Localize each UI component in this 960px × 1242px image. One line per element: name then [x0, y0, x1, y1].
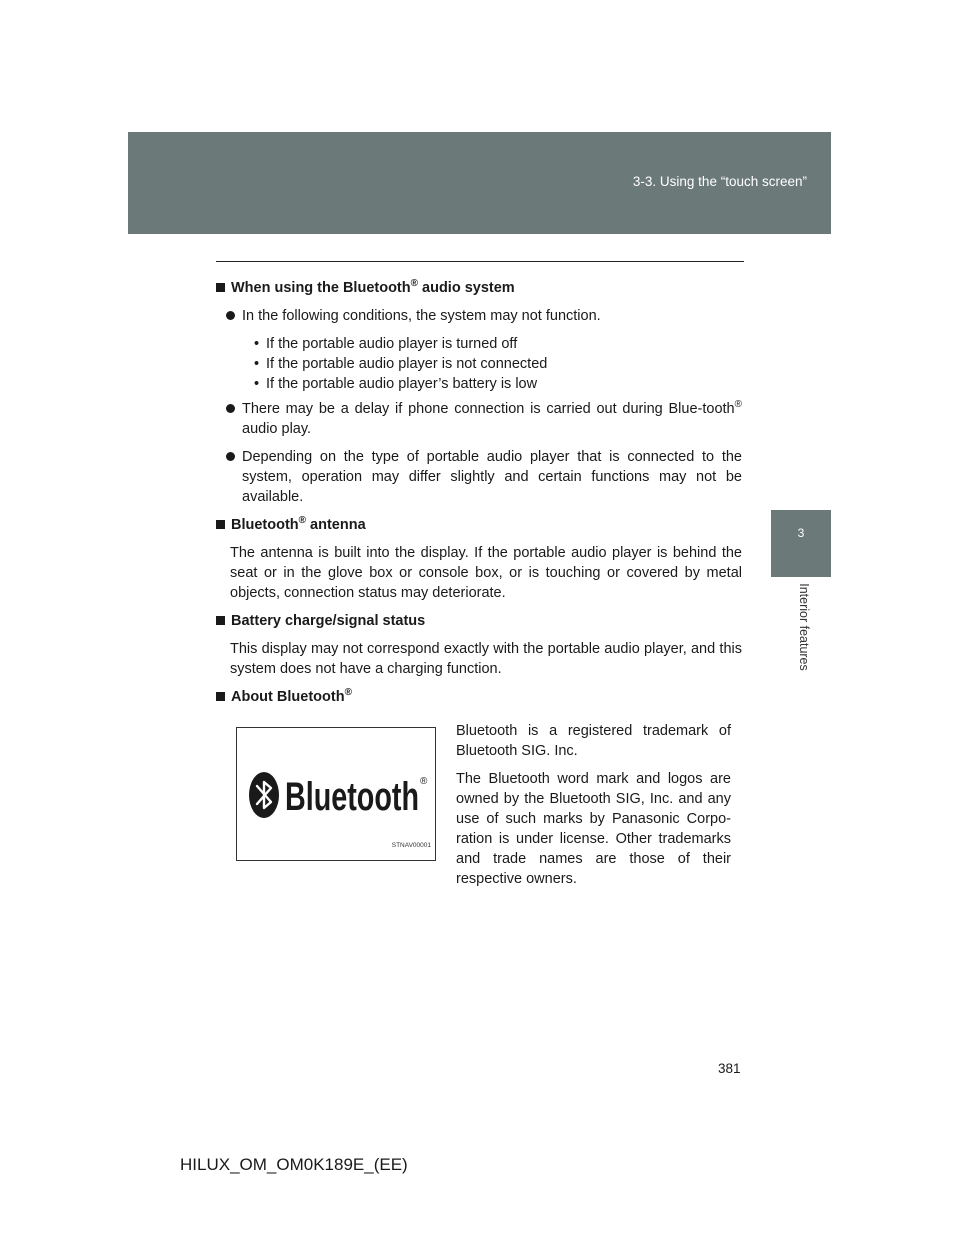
bullet-text: There may be a delay if phone connection is carried out during Blue-tooth	[242, 401, 735, 417]
heading-text: Bluetooth	[231, 517, 299, 533]
bullet-item	[216, 447, 742, 507]
heading-tail: antenna	[306, 517, 366, 533]
circle-bullet-icon	[226, 311, 235, 320]
image-code: STNAV00001	[391, 842, 431, 849]
logo-wordmark: Bluetooth	[285, 775, 419, 819]
bluetooth-logo-image	[236, 727, 436, 861]
circle-bullet-icon	[226, 452, 235, 461]
bullet-text-tail: audio play.	[242, 421, 312, 437]
bullet-text: In the following conditions, the system may not function.	[242, 308, 601, 324]
registered-mark: ®	[298, 515, 307, 527]
license-paragraph: The Bluetooth word mark and logos are owned by the Bluetooth SIG, Inc. and any use of such marks by Panasonic Corpo-ration is under license. Other trademarks and trade names are those of their respective owners.	[456, 771, 731, 887]
list-item: • If the portable audio player’s battery is low	[254, 374, 742, 394]
page-content	[216, 278, 742, 935]
condition-list	[216, 334, 742, 394]
heading-about	[216, 687, 742, 707]
heading-text: Battery charge/signal status	[231, 613, 426, 629]
list-item: • If the portable audio player is turned off	[254, 334, 742, 354]
bullet-item	[216, 306, 742, 326]
about-text	[456, 721, 731, 897]
square-bullet-icon	[216, 520, 225, 529]
about-row	[216, 715, 742, 935]
bullet-text: Depending on the type of portable audio player that is connected to the system, operation may differ slightly and certain functions may not be available.	[242, 449, 742, 505]
section-title: 3-3. Using the “touch screen”	[632, 174, 807, 189]
logo-registered-mark: ®	[420, 776, 428, 787]
registered-mark: ®	[410, 278, 418, 290]
antenna-paragraph: The antenna is built into the display. If the portable audio player is behind the seat or in the glove box or console box, or is touching or covered by metal objects, connection status may deteriorate.	[230, 545, 742, 601]
heading-text: About Bluetooth	[231, 689, 345, 705]
page-number: 381	[718, 1061, 741, 1076]
square-bullet-icon	[216, 283, 225, 292]
bullet-item	[216, 399, 742, 439]
top-rule	[216, 261, 744, 262]
trademark-paragraph: Bluetooth is a registered trademark of Bluetooth SIG. Inc.	[456, 723, 731, 759]
header-band	[128, 132, 831, 234]
chapter-label: Interior features	[797, 583, 811, 671]
heading-text: When using the Bluetooth	[231, 280, 411, 296]
heading-antenna	[216, 515, 742, 535]
square-bullet-icon	[216, 616, 225, 625]
document-code: HILUX_OM_OM0K189E_(EE)	[180, 1155, 408, 1174]
chapter-number: 3	[797, 526, 805, 540]
registered-mark: ®	[344, 687, 352, 699]
list-item: • If the portable audio player is not connected	[254, 354, 742, 374]
heading-tail: audio system	[418, 280, 515, 296]
heading-bt-audio	[216, 278, 742, 298]
registered-mark: ®	[734, 399, 742, 411]
heading-battery	[216, 611, 742, 631]
circle-bullet-icon	[226, 404, 235, 413]
battery-paragraph: This display may not correspond exactly with the portable audio player, and this system does not have a charging function.	[230, 641, 742, 677]
square-bullet-icon	[216, 692, 225, 701]
